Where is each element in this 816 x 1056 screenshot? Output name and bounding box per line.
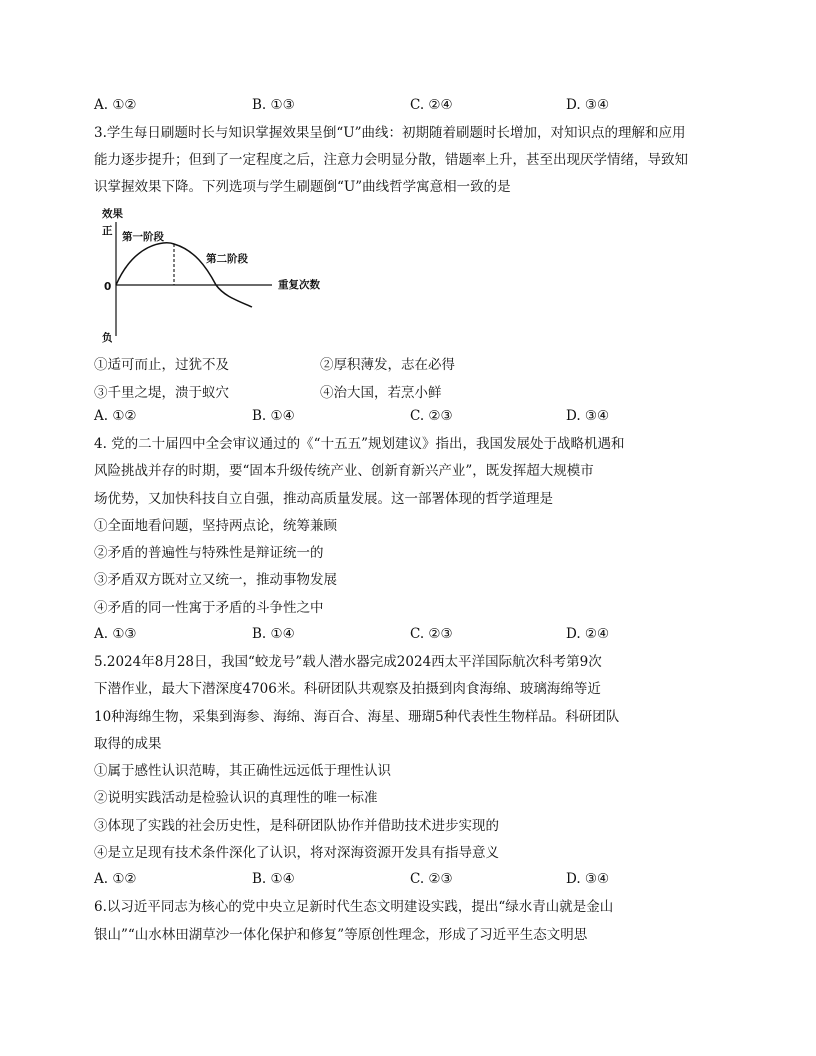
q3-options — [94, 408, 654, 426]
option-d: D. ②④ — [566, 626, 610, 642]
graph-y-zero: 0 — [104, 281, 112, 293]
q4-item-3: ③矛盾双方既对立又统一，推动事物发展 — [94, 572, 337, 588]
q4-stem-line-2: 风险挑战并存的时期，要“固本升级传统产业、创新育新兴产业”，既发挥超大规模市 — [94, 463, 594, 479]
option-c: C. ②③ — [410, 871, 453, 887]
q3-items-row-1 — [94, 353, 654, 371]
q3-stem-line-1: 3.学生每日刷题时长与知识掌握效果呈倒“U”曲线：初期随着刷题时长增加，对知识点的理解和应用 — [94, 125, 686, 141]
q4-item-1: ①全面地看问题，坚持两点论，统筹兼顾 — [94, 518, 337, 534]
option-c: C. ②③ — [410, 408, 453, 424]
q5-stem-line-2: 下潜作业，最大下潜深度4706米。科研团队共观察及拍摄到肉食海绵、玻璃海绵等近 — [94, 681, 601, 697]
q6-stem-line-2: 银山”“山水林田湖草沙一体化保护和修复”等原创性理念，形成了习近平生态文明思 — [94, 927, 588, 943]
option-b: B. ①④ — [252, 408, 295, 424]
option-d: D. ③④ — [566, 97, 610, 113]
q5-stem-line-3: 10种海绵生物，采集到海参、海绵、海百合、海星、珊瑚5种代表性生物样品。科研团队 — [94, 709, 620, 725]
graph-y-title: 效果 — [102, 208, 123, 220]
option-a: A. ①③ — [94, 626, 137, 642]
q3-stem-line-2: 能力逐步提升；但到了一定程度之后，注意力会明显分散，错题率上升，甚至出现厌学情绪，导致知 — [94, 152, 688, 168]
q5-stem-line-1: 5.2024年8月28日，我国“蛟龙号”载人潜水器完成2024西太平洋国际航次科考第9次 — [94, 654, 602, 670]
option-a: A. ①② — [94, 97, 137, 113]
q4-options — [94, 626, 654, 644]
option-c: C. ②④ — [410, 97, 453, 113]
graph-x-label: 重复次数 — [278, 279, 320, 291]
q4-stem-line-1: 4. 党的二十届四中全会审议通过的《“十五五”规划建议》指出，我国发展处于战略机遇和 — [94, 436, 625, 452]
option-b: B. ①③ — [252, 97, 295, 113]
option-b: B. ①④ — [252, 626, 295, 642]
q4-item-2: ②矛盾的普遍性与特殊性是辩证统一的 — [94, 545, 324, 561]
q5-item-1: ①属于感性认识范畴，其正确性远远低于理性认识 — [94, 763, 391, 779]
q5-stem-line-4: 取得的成果 — [94, 736, 162, 752]
q4-item-4: ④矛盾的同一性寓于矛盾的斗争性之中 — [94, 600, 324, 616]
q2-options — [94, 97, 654, 115]
q3-stem-line-3: 识掌握效果下降。下列选项与学生刷题倒“U”曲线哲学寓意相一致的是 — [94, 179, 511, 195]
graph-stage-1: 第一阶段 — [122, 231, 164, 243]
option-a: A. ①② — [94, 871, 137, 887]
q3-item-4: ④治大国，若烹小鲜 — [320, 385, 442, 401]
graph-y-positive: 正 — [102, 225, 113, 237]
q5-item-3: ③体现了实践的社会历史性，是科研团队协作并借助技术进步实现的 — [94, 818, 499, 834]
q3-items-row-2 — [94, 381, 654, 399]
q6-stem-line-1: 6.以习近平同志为核心的党中央立足新时代生态文明建设实践，提出“绿水青山就是金山 — [94, 899, 614, 915]
option-b: B. ①④ — [252, 871, 295, 887]
q5-options — [94, 871, 654, 889]
option-d: D. ③④ — [566, 871, 610, 887]
q3-item-1: ①适可而止，过犹不及 — [94, 357, 229, 373]
option-a: A. ①② — [94, 408, 137, 424]
graph-stage-2: 第二阶段 — [206, 253, 248, 265]
option-c: C. ②③ — [410, 626, 453, 642]
q4-stem-line-3: 场优势，又加快科技自立自强，推动高质量发展。这一部署体现的哲学道理是 — [94, 491, 553, 507]
q5-item-4: ④是立足现有技术条件深化了认识，将对深海资源开发具有指导意义 — [94, 845, 499, 861]
q3-item-2: ②厚积薄发，志在必得 — [320, 357, 455, 373]
q3-item-3: ③千里之堤，溃于蚁穴 — [94, 385, 229, 401]
q5-item-2: ②说明实践活动是检验认识的真理性的唯一标准 — [94, 790, 378, 806]
inverted-u-graph — [94, 204, 334, 346]
option-d: D. ③④ — [566, 408, 610, 424]
graph-y-negative: 负 — [102, 332, 113, 344]
